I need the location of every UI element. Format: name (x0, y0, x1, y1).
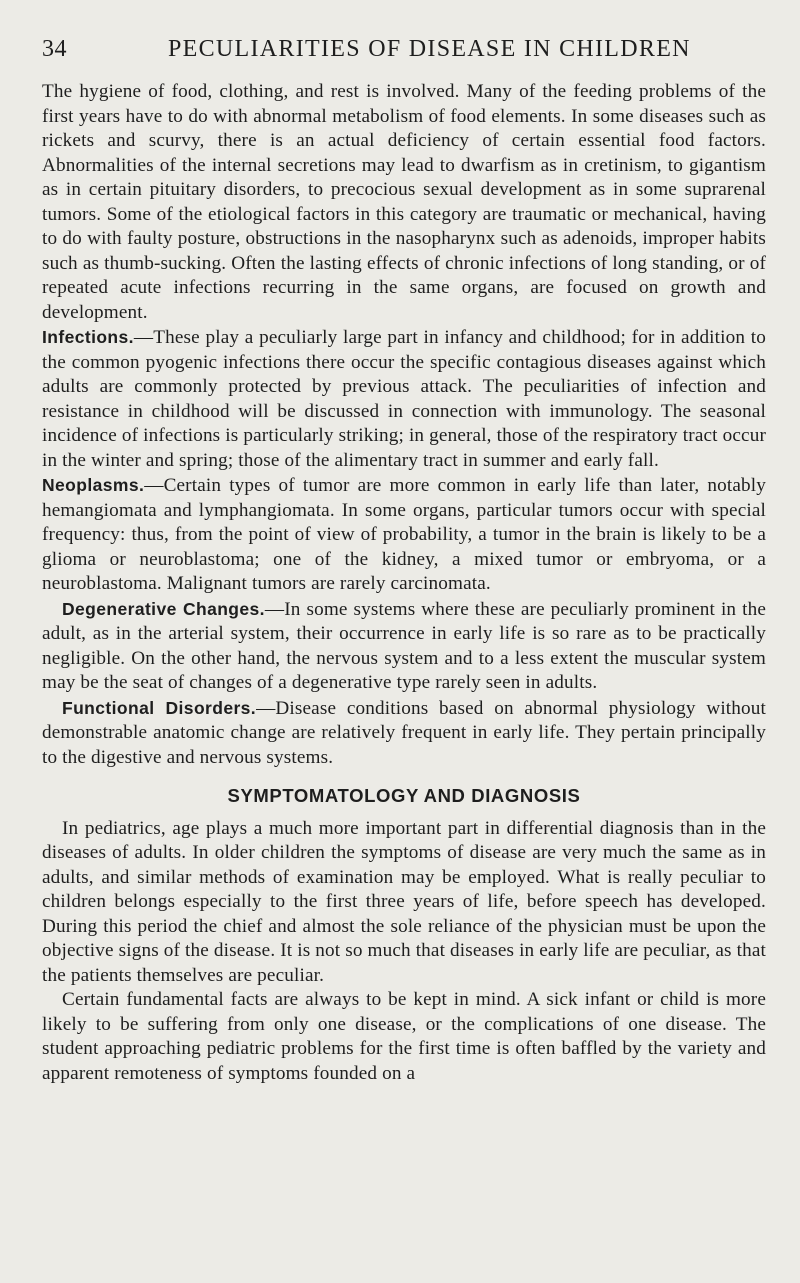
paragraph-functional (42, 696, 766, 771)
run-in-heading-neoplasms: Neoplasms. (42, 475, 145, 495)
run-in-heading-infections: Infections. (42, 327, 134, 347)
paragraph-neoplasms (42, 473, 766, 597)
body-text (42, 80, 766, 1086)
run-in-heading-functional: Functional Disorders. (62, 697, 257, 718)
paragraph-symptoms: In pediatrics, age plays a much more important part in differential diagnosis than in the diseases of adults. In older children the symptoms of disease are very much the same as in adults, and similar methods of examination may be employed. What is really peculiar to children belongs especially to the first three years of life, before speech has developed. During this period the chief and almost the sole reliance of the physician must be upon the objective signs of the disease. It is not so much that diseases in early life are peculiar, as that the patients themselves are peculiar. (42, 817, 766, 986)
running-head (42, 36, 762, 70)
paragraph-hygiene: The hygiene of food, clothing, and rest is involved. Many of the feeding problems of the first years have to do with abnormal metabolism of food elements. In some diseases such as rickets and scurvy, there is an actual deficiency of certain essential food factors. Abnormalities of the internal secretions may lead to dwarfism as in cretinism, to gigantism as in certain pituitary disorders, to precocious sexual development as in some suprarenal tumors. Some of the etiological factors in this category are traumatic or mechanical, having to do with faulty posture, obstructions in the nasopharynx such as adenoids, improper habits such as thumb-sucking. Often the lasting effects of chronic infections of long standing, or of repeated acute infections recurring in the same organs, are focused on growth and development. (42, 81, 766, 323)
page-number: 34 (42, 36, 67, 62)
running-title: PECULIARITIES OF DISEASE IN CHILDREN (168, 36, 691, 62)
paragraph-degenerative (42, 597, 766, 696)
paragraph-neoplasms-text: —Certain types of tumor are more common in early life than later, notably hemangiomata and lymphangiomata. In some organs, particular tumors occur with special frequency: thus, from the point of view of probability, a tumor in the brain is likely to be a glioma or neuroblastoma; one of the kidney, a mixed tumor or embryoma, or a neuroblastoma. Malignant tumors are rarely carcinomata. (42, 475, 766, 594)
paragraph-functional-text: —Disease conditions based on abnormal physiology without demonstrable anatomic change are relatively frequent in early life. They pertain principally to the digestive and nervous systems. (42, 697, 766, 768)
section-heading: SYMPTOMATOLOGY AND DIAGNOSIS (227, 785, 581, 806)
paragraph-infections (42, 325, 766, 473)
paragraph-infections-text: —These play a peculiarly large part in infancy and childhood; for in addition to the common pyogenic infections there occur the specific contagious diseases against which adults are commonly protected by previous attack. The peculiarities of infection and resistance in childhood will be discussed in connection with immunology. The seasonal incidence of infections is particularly striking; in general, those of the respiratory tract occur in the winter and spring; those of the alimentary tract in summer and early fall. (42, 327, 766, 471)
run-in-heading-degenerative: Degenerative Changes. (62, 598, 265, 619)
paragraph-fundamental-facts: Certain fundamental facts are always to be kept in mind. A sick infant or child is more likely to be suffering from only one disease, or the complications of one disease. The student approaching pediatric problems for the first time is often baffled by the variety and apparent remoteness of symptoms founded on a (42, 989, 766, 1084)
paragraph-degenerative-text: —In some systems where these are peculiarly prominent in the adult, as in the arterial system, their occurrence in early life is so rare as to be practically negligible. On the other hand, the nervous system and to a less extent the muscular system may be the seat of changes of a degenerative type rarely seen in adults. (42, 598, 766, 693)
